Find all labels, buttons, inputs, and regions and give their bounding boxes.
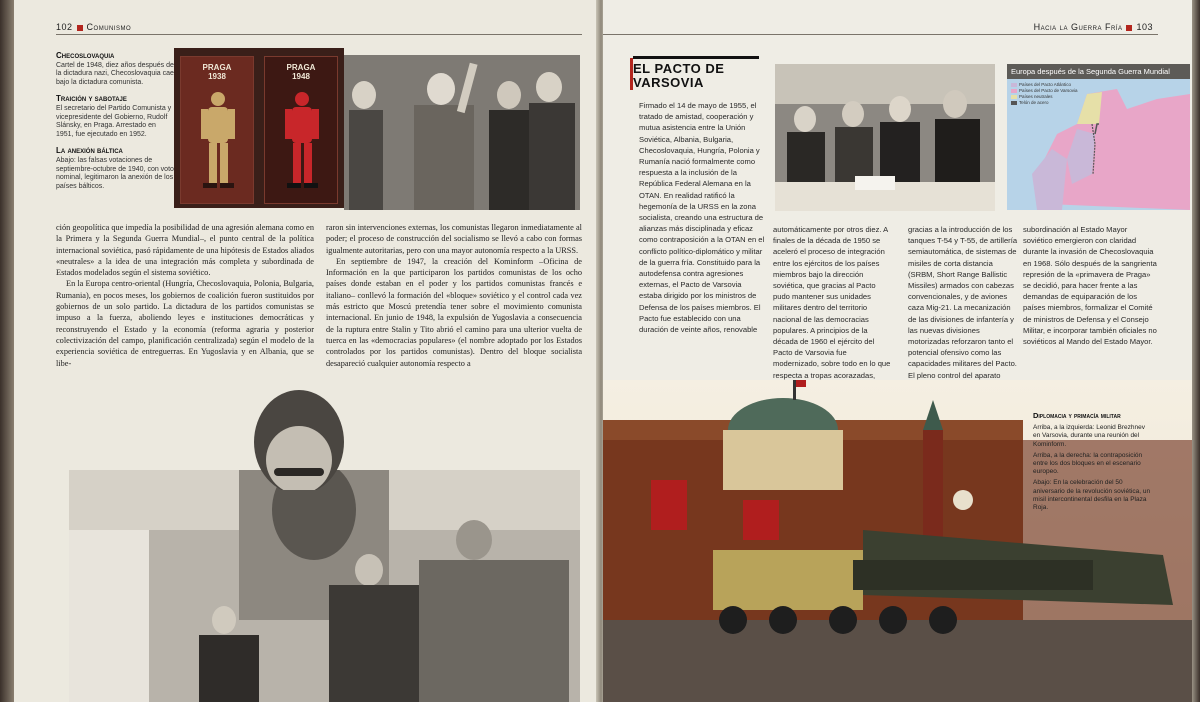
caption-text: Abajo: En la celebración del 50 aniversario de la revolución soviética, un misil intercontinental desfila en la Plaza Roja. bbox=[1033, 479, 1151, 512]
legend-label: Países del Pacto Atlántico bbox=[1019, 82, 1072, 87]
caption-text: Arriba, a la derecha: la contraposición entre los dos bloques en el escenario europeo. bbox=[1033, 451, 1143, 476]
section-title bbox=[633, 62, 724, 90]
right-page-number: 103 bbox=[1136, 22, 1153, 32]
legend-swatch bbox=[1011, 101, 1017, 105]
left-body-column-1 bbox=[56, 222, 314, 369]
soldier-figure-icon bbox=[265, 57, 339, 205]
title-topbar bbox=[633, 56, 759, 59]
intro-column: Firmado el 14 de mayo de 1955, el tratado de amistad, cooperación y mutua asistencia entre la Unión Soviética, Albania, Bulgaria, Checoslovaquia, Hungría, Polonia y Rumanía nació formalmente como respuesta a la inclusión de la República Federal Alemana en la OTAN. En realidad ratificó la hegemonía de la URSS en la zona socialista, creando una estructura de alianzas más disciplinada y eficaz como contraposición a la OTAN en el conflicto político-diplomático y militar de la guerra fría. Constituido para la autodefensa contra agresiones externas, el Pacto de Varsovia estaba dirigido por los ministros de Defensa de los países miembros. El Pacto fue establecido con una duración de veinte años, renovable bbox=[639, 101, 765, 335]
right-running-title: Hacia la Guerra Fría bbox=[1033, 22, 1123, 32]
stalin-portrait bbox=[224, 390, 374, 490]
poster-1948 bbox=[264, 56, 338, 204]
caption-text: Abajo: las falsas votaciones de septiembre-octubre de 1940, con voto nominal, legitimaron la anexión de los países bálticos. bbox=[56, 156, 174, 190]
legend-swatch bbox=[1011, 95, 1017, 99]
crowd-photo-illustration bbox=[344, 55, 580, 210]
caption-text: Cartel de 1948, diez años después de la dictadura nazi, Checoslovaquia cae bajo la dictadura comunista. bbox=[56, 61, 174, 86]
book-edge-left bbox=[0, 0, 14, 702]
legend-label: Países del Pacto de Varsovia bbox=[1019, 88, 1078, 93]
baltic-vote-photo bbox=[69, 470, 580, 702]
left-running-head bbox=[56, 22, 131, 32]
left-page-number: 102 bbox=[56, 22, 73, 32]
captions-title: Diplomacia y primacía militar bbox=[1033, 411, 1121, 420]
poster-1938 bbox=[180, 56, 254, 204]
meeting-illustration bbox=[775, 64, 995, 211]
right-running-head bbox=[1034, 22, 1153, 32]
map-title: Europa después de la Segunda Guerra Mundial bbox=[1007, 64, 1190, 79]
poster-label: PRAGA bbox=[286, 63, 316, 72]
body-column-3: gracias a la introducción de los tanques T-54 y T-55, de artillería semiautomática, de sistemas de misiles de corta distancia (SRBM, Short Range Ballistic Missiles) armados con cabezas convencionales, y de aviones caza Mig-21. La mecanización de las divisiones de infantería y las nuevas divisiones motorizadas reforzaron tanto el potencial ofensivo como las capacidades militares del Pacto. El pleno control del aparato bbox=[908, 225, 1018, 380]
left-body-column-2 bbox=[326, 222, 582, 369]
legend-label: Telón de acero bbox=[1019, 100, 1049, 105]
left-running-title: Comunismo bbox=[86, 22, 132, 32]
caption-block bbox=[56, 52, 174, 87]
vote-scene-illustration bbox=[69, 470, 580, 702]
caption-title: Checoslovaquia bbox=[56, 51, 115, 60]
soldier-figure-icon bbox=[181, 57, 255, 205]
paragraph: raron sin intervenciones externas, los comunistas llegaron inmediatamente al poder; el proceso de construcción del socialismo se llevó a cabo con formas igualmente autoritarias, pero con una mayor autonomía respecto a la URSS. bbox=[326, 223, 582, 255]
legend-label: Países neutrales bbox=[1019, 94, 1053, 99]
prague-posters-image bbox=[174, 48, 344, 208]
legend-swatch bbox=[1011, 83, 1017, 87]
poster-year: 1938 bbox=[208, 72, 226, 81]
red-square-icon bbox=[1126, 25, 1132, 31]
poster-label: PRAGA bbox=[202, 63, 232, 72]
paragraph: En septiembre de 1947, la creación del Kominform –Oficina de Información en la que participaron los partidos comunistas de los ocho países donde estaban en el poder y los partidos comunistas francés e italiano– conllevó la formación del «bloque» soviético y el control cada vez más estricto que Moscú pretendía tener sobre el movimiento comunista internacional. En junio de 1948, la expulsión de Yugoslavia a consecuencia de la ruptura entre Stalin y Tito abrió el camino para una ulterior vuelta de tuerca en las «democracias populares» (el nombre adoptado por los Estados controlados por los partidos comunistas). Dentro del bloque socialista desapareció cualquier autonomía respecto a bbox=[326, 256, 582, 368]
left-captions bbox=[56, 52, 174, 199]
map-legend bbox=[1011, 82, 1077, 106]
poster-year: 1948 bbox=[292, 72, 310, 81]
caption-text: Arriba, a la izquierda: Leonid Brezhnev en Varsovia, durante una reunión del Kominform. bbox=[1033, 424, 1146, 448]
right-captions bbox=[1033, 412, 1153, 515]
paragraph: ción geopolítica que impedía la posibilidad de una agresión alemana como en la Primera y la Segunda Guerra Mundial–, el punto central de la política internacional soviética, pasó rápidamente de una hipótesis de Estados aliados «neutrales» a la idea de una integración más completa y subordinada de Estados modelados según el sistema soviético. bbox=[56, 223, 314, 278]
book-edge-right bbox=[1192, 0, 1200, 702]
section-title-line2: VARSOVIA bbox=[633, 75, 704, 90]
section-title-line1: EL PACTO DE bbox=[633, 61, 725, 76]
header-rule bbox=[603, 34, 1158, 35]
header-rule bbox=[56, 34, 582, 35]
paragraph: En la Europa centro-oriental (Hungría, Checoslovaquia, Polonia, Bulgaria, Rumania), en pocos meses, los gobiernos de coalición fueron sustituidos por gobiernos de un solo partido. La dictadura de los partidos comunistas se impuso a la fuerza, aboliendo leyes e instituciones democráticas y reconstruyendo el Estado y la economía (reforma agraria y posterior colectivización del campo, planificación centralizada) según el modelo de la experiencia soviética de entreguerras. En Yugoslavia y en Albania, que se libe- bbox=[56, 279, 314, 368]
left-page bbox=[14, 0, 599, 702]
caption-title: Traición y sabotaje bbox=[56, 94, 127, 104]
caption-block bbox=[56, 147, 174, 191]
body-column-4: subordinación al Estado Mayor soviético emergieron con claridad durante la invasión de Checoslovaquia en 1968. Sólo después de la sangrienta represión de la «primavera de Praga» se decidió, para hacer frente a las demandas de equiparación de los países miembros, formalizar el Comité de ministros de Defensa y el Consejo Militar, e incorporar también oficiales no soviéticos al Mando del Estado Mayor. bbox=[1023, 225, 1157, 347]
europe-map bbox=[1007, 64, 1190, 210]
red-square-icon bbox=[77, 25, 83, 31]
legend-swatch bbox=[1011, 89, 1017, 93]
body-column-2: automáticamente por otros diez. A finales de la década de 1950 se aceleró el proceso de integración entre los ejércitos de los países miembros bajo la dirección soviética, que gracias al Pacto pudo mantener sus unidades militares dentro del territorio nacional de las democracias populares. A principios de la década de 1960 el ejército del Pacto de Varsovia fue modernizado, sobre todo en lo que respecta a tropas acorazadas, bbox=[773, 225, 891, 380]
legend-item bbox=[1011, 100, 1077, 106]
brezhnev-meeting-photo bbox=[775, 64, 995, 211]
right-page bbox=[603, 0, 1193, 702]
stalin-portrait-illustration bbox=[224, 390, 374, 490]
slansky-photo bbox=[344, 55, 580, 210]
caption-block bbox=[56, 95, 174, 139]
caption-text: El secretario del Partido Comunista y vicepresidente del Gobierno, Rudolf Slánsky, en Praga. Arrestado en 1951, fue ejecutado en 1952. bbox=[56, 104, 172, 138]
caption-title: La anexión báltica bbox=[56, 146, 123, 156]
